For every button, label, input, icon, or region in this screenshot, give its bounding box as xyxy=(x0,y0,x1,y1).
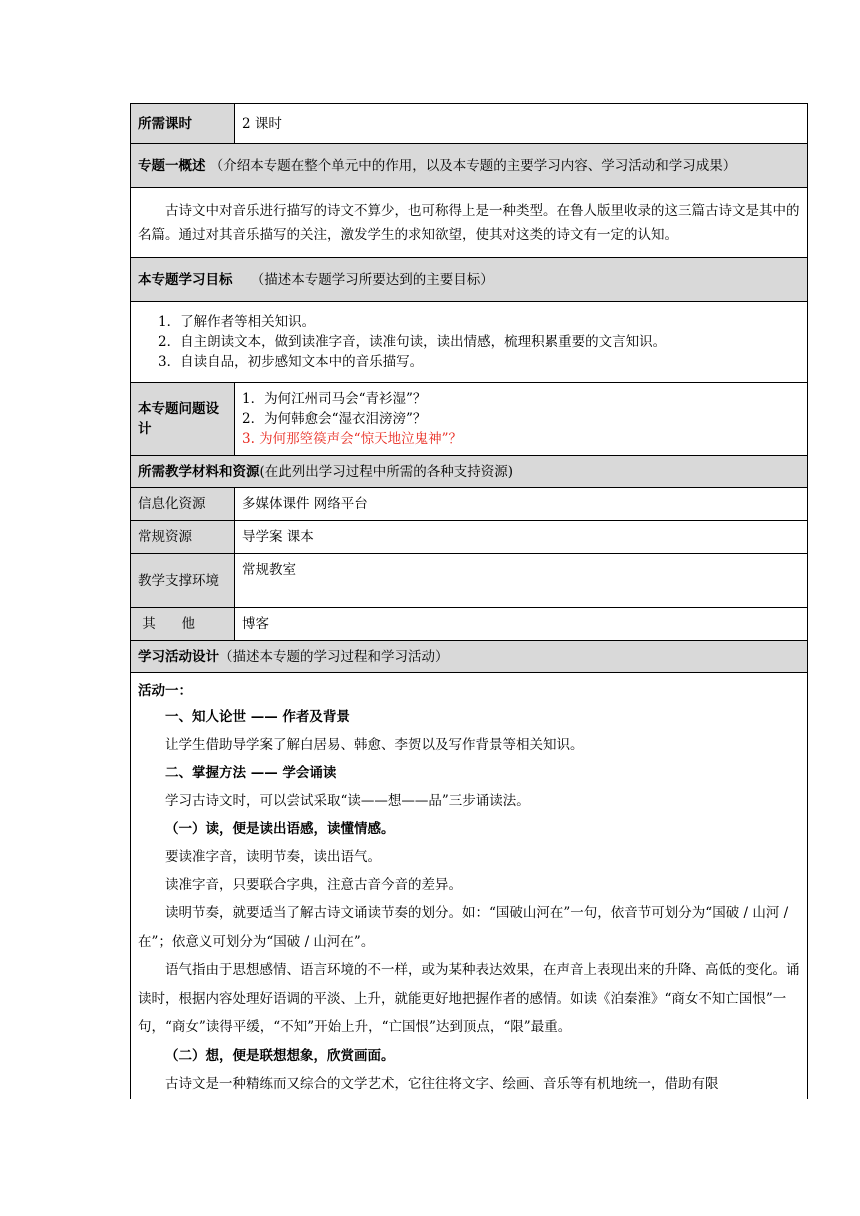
goal-item: 1．了解作者等相关知识。 xyxy=(158,314,316,330)
material-value: 导学案 课本 xyxy=(235,521,808,554)
activity-heading: （一）读，便是读出语感，读懂情感。 xyxy=(165,821,395,837)
activity-heading: 二、掌握方法 —— 学会诵读 xyxy=(165,765,337,781)
hours-label: 所需课时 xyxy=(131,104,235,144)
activity-paragraph: 读准字音，只要联合字典，注意古音今音的差异。 xyxy=(165,877,462,893)
activity-paragraph: 学习古诗文时，可以尝试采取“读——想——品”三步诵读法。 xyxy=(165,793,530,809)
materials-note: (在此列出学习过程中所需的各种支持资源) xyxy=(259,463,514,480)
goals-label: 本专题学习目标 xyxy=(138,271,233,288)
goals-header xyxy=(131,258,808,302)
lesson-plan-page xyxy=(130,103,807,1099)
goals-body-row xyxy=(131,302,808,383)
activity-header-row xyxy=(131,641,808,673)
activity-label: 学习活动设计 xyxy=(138,648,219,665)
goals-header-row xyxy=(131,258,808,302)
material-label: 常规资源 xyxy=(131,521,235,554)
activity-body xyxy=(131,673,808,1100)
material-value: 多媒体课件 网络平台 xyxy=(235,488,808,521)
question-item: 1．为何江州司马会“青衫湿”？ xyxy=(242,391,427,407)
materials-header-row xyxy=(131,456,808,488)
lesson-plan-table xyxy=(130,103,808,1099)
material-label: 信息化资源 xyxy=(131,488,235,521)
hours-row xyxy=(131,104,808,144)
material-row xyxy=(131,608,808,641)
activity-paragraph: 语气指由于思想感情、语言环境的不一样，或为某种表达效果，在声音上表现出来的升降、高低的变化。诵读时，根据内容处理好语调的平淡、上升，就能更好地把握作者的感情。如读《泊秦淮》“商女不知亡国恨”一句，“商女”读得平缓，“不知”开始上升，“亡国恨”达到顶点，“限”最重。 xyxy=(138,962,800,1035)
hours-value: 2 课时 xyxy=(235,104,808,144)
activity-body-row xyxy=(131,673,808,1100)
material-label: 教学支撑环境 xyxy=(131,554,235,608)
material-row xyxy=(131,554,808,608)
overview-body: 古诗文中对音乐进行描写的诗文不算少，也可称得上是一种类型。在鲁人版里收录的这三篇古诗文是其中的名篇。通过对其音乐描写的关注，激发学生的求知欲望，使其对这类的诗文有一定的认知。 xyxy=(138,202,800,243)
overview-label: 专题一概述 xyxy=(138,157,206,174)
material-row xyxy=(131,488,808,521)
activity-paragraph: 古诗文是一种精练而又综合的文学艺术，它往往将文字、绘画、音乐等有机地统一，借助有限 xyxy=(165,1075,719,1092)
question-item-highlight: 3. 为何那箜篌声会“惊天地泣鬼神”？ xyxy=(242,431,462,447)
material-row xyxy=(131,521,808,554)
overview-header xyxy=(131,144,808,188)
goal-item: 3．自读自品，初步感知文本中的音乐描写。 xyxy=(158,354,424,370)
goals-note: （描述本专题学习所要达到的主要目标） xyxy=(250,271,494,288)
activity-paragraph: 读明节奏，就要适当了解古诗文诵读节奏的划分。如：“国破山河在”一句，依音节可划分为“国破 / 山河 / 在”；依意义可划分为“国破 / 山河在”。 xyxy=(138,905,789,950)
activity-note: （描述本专题的学习过程和学习活动） xyxy=(219,648,449,665)
question-item: 2．为何韩愈会“湿衣泪滂滂”？ xyxy=(242,411,427,427)
materials-label: 所需教学材料和资源 xyxy=(138,463,260,480)
goal-item: 2．自主朗读文本，做到读准字音，读准句读，读出情感，梳理积累重要的文言知识。 xyxy=(158,334,667,350)
material-value: 博客 xyxy=(235,608,808,641)
questions-row xyxy=(131,383,808,456)
overview-note: （介绍本专题在整个单元中的作用，以及本专题的主要学习内容、学习活动和学习成果） xyxy=(209,157,737,174)
questions-label: 本专题问题设计 xyxy=(131,383,235,456)
activity-heading: 一、知人论世 —— 作者及背景 xyxy=(165,709,350,725)
activity-heading: （二）想，便是联想想象，欣赏画面。 xyxy=(165,1047,395,1064)
activity-paragraph: 要读准字音，读明节奏，读出语气。 xyxy=(165,849,381,865)
activity-header xyxy=(131,641,808,673)
activity-paragraph: 让学生借助导学案了解白居易、韩愈、李贺以及写作背景等相关知识。 xyxy=(165,737,584,753)
overview-body-row xyxy=(131,188,808,258)
activity-title: 活动一： xyxy=(138,683,192,699)
overview-header-row xyxy=(131,144,808,188)
material-label: 其 他 xyxy=(131,608,235,641)
materials-header xyxy=(131,456,808,488)
material-value: 常规教室 xyxy=(235,554,808,608)
